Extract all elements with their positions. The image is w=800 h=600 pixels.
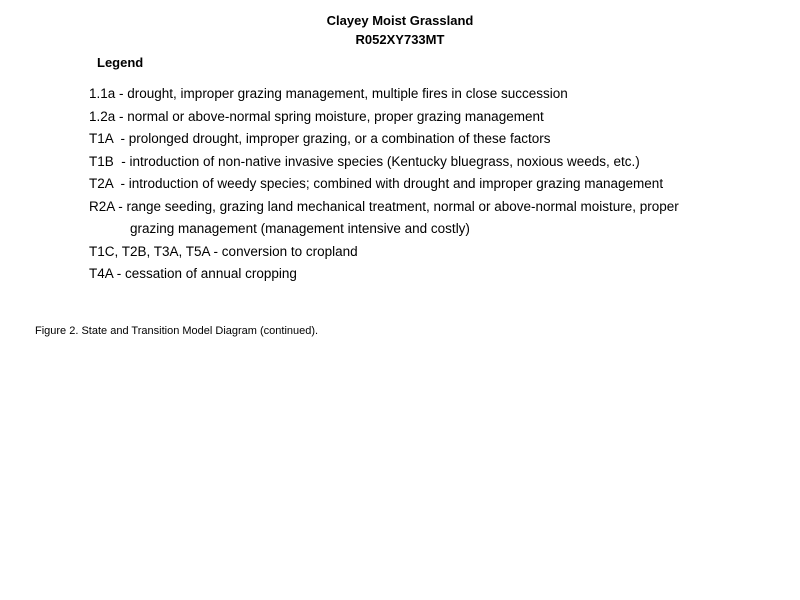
legend-item-text: R2A - range seeding, grazing land mechanical treatment, normal or above-normal moisture, proper <box>89 198 679 214</box>
legend-list <box>89 83 779 286</box>
legend-item-text: T2A - introduction of weedy species; combined with drought and improper grazing management <box>89 176 664 191</box>
legend-item-1-1a <box>89 83 779 106</box>
legend-item-t4a <box>89 263 779 286</box>
legend-item-t1c-t2b-t3a-t5a <box>89 241 779 264</box>
page-subtitle: R052XY733MT <box>355 32 445 47</box>
legend-item-1-2a <box>89 106 779 129</box>
legend-item-t2a <box>89 173 779 196</box>
legend-item-text: 1.1a - drought, improper grazing management, multiple fires in close succession <box>89 86 568 101</box>
legend-item-text: 1.2a - normal or above-normal spring moisture, proper grazing management <box>89 108 544 124</box>
legend-item-text: T1A - prolonged drought, improper grazing, or a combination of these factors <box>89 131 551 146</box>
legend-item-text: T4A - cessation of annual cropping <box>89 266 297 281</box>
legend-item-t1a <box>89 128 779 151</box>
legend-item-text: T1C, T2B, T3A, T5A - conversion to cropland <box>89 243 358 259</box>
page-title: Clayey Moist Grassland <box>326 13 474 28</box>
legend-item-text: T1B - introduction of non-native invasive species (Kentucky bluegrass, noxious weeds, etc.) <box>89 153 640 169</box>
legend-item-t1b <box>89 151 779 174</box>
figure-caption: Figure 2. State and Transition Model Diagram (continued). <box>35 325 319 337</box>
legend-heading: Legend <box>97 55 144 70</box>
legend-item-r2a <box>89 196 779 241</box>
legend-item-continuation: grazing management (management intensive and costly) <box>130 221 470 236</box>
